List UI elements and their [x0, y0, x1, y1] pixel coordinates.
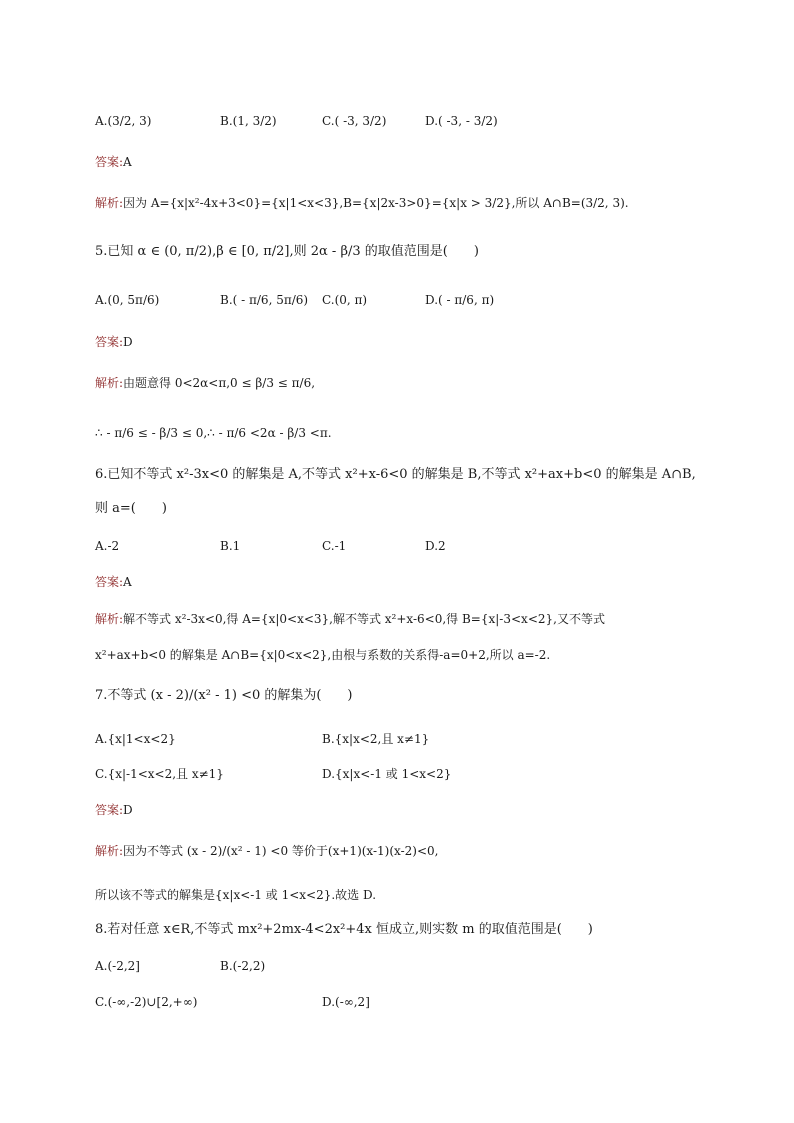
q6-explanation-line-1 — [95, 609, 605, 629]
q7-option-b: B.{x|x<2,且 x≠1} — [322, 732, 430, 746]
answer-label: 答案: — [95, 335, 124, 349]
explanation-text: 因为 A={x|x²-4x+3<0}={x|1<x<3},B={x|2x-3>0}={x|x > 3/2},所以 A∩B=(3/2, 3). — [123, 196, 629, 210]
q8-option-a: A.(-2,2] — [95, 959, 140, 973]
explanation-label: 解析: — [95, 376, 124, 390]
q7-stem: 7.不等式 (x - 2)/(x² - 1) <0 的解集为( ) — [95, 688, 353, 703]
q6-answer — [95, 572, 132, 592]
answer-label: 答案: — [95, 803, 124, 817]
q7-explanation-line-1 — [95, 841, 438, 861]
answer-value: A — [123, 155, 132, 169]
q5-option-d: D.( - π/6, π) — [425, 293, 495, 307]
q4-option-b: B.(1, 3/2) — [220, 114, 277, 128]
q6-option-c: C.-1 — [322, 539, 347, 553]
q4-explanation — [95, 193, 629, 213]
q7-answer — [95, 800, 133, 820]
explanation-text: 解不等式 x²-3x<0,得 A={x|0<x<3},解不等式 x²+x-6<0,得 B={x|-3<x<2},又不等式 — [123, 612, 605, 626]
q6-stem-line-2: 则 a=( ) — [95, 501, 167, 516]
q7-option-c: C.{x|-1<x<2,且 x≠1} — [95, 767, 224, 781]
q4-option-d: D.( -3, - 3/2) — [425, 114, 498, 128]
explanation-text: 由题意得 0<2α<π,0 ≤ β/3 ≤ π/6, — [123, 376, 316, 390]
explanation-text: 因为不等式 (x - 2)/(x² - 1) <0 等价于(x+1)(x-1)(x-2)<0, — [123, 844, 439, 858]
explanation-label: 解析: — [95, 844, 124, 858]
explanation-label: 解析: — [95, 612, 124, 626]
q5-option-a: A.(0, 5π/6) — [95, 293, 160, 307]
q8-stem: 8.若对任意 x∈R,不等式 mx²+2mx-4<2x²+4x 恒成立,则实数 m 的取值范围是( ) — [95, 922, 593, 937]
q7-explanation-line-2: 所以该不等式的解集是{x|x<-1 或 1<x<2}.故选 D. — [95, 888, 377, 902]
q5-stem: 5.已知 α ∈ (0, π/2),β ∈ [0, π/2],则 2α - β/3 的取值范围是( ) — [95, 244, 479, 259]
q4-answer — [95, 152, 132, 172]
answer-value: D — [123, 335, 133, 349]
q6-option-a: A.-2 — [95, 539, 120, 553]
answer-value: A — [123, 575, 132, 589]
q5-explanation-line-1 — [95, 373, 315, 393]
q4-option-c: C.( -3, 3/2) — [322, 114, 387, 128]
q8-option-c: C.(-∞,-2)∪[2,+∞) — [95, 995, 198, 1009]
answer-label: 答案: — [95, 575, 124, 589]
answer-label: 答案: — [95, 155, 124, 169]
explanation-label: 解析: — [95, 196, 124, 210]
q6-option-d: D.2 — [425, 539, 446, 553]
q5-option-c: C.(0, π) — [322, 293, 368, 307]
q6-stem-line-1: 6.已知不等式 x²-3x<0 的解集是 A,不等式 x²+x-6<0 的解集是 B,不等式 x²+ax+b<0 的解集是 A∩B, — [95, 467, 696, 482]
q8-option-b: B.(-2,2) — [220, 959, 266, 973]
q4-option-a: A.(3/2, 3) — [95, 114, 152, 128]
q5-answer — [95, 332, 133, 352]
q5-option-b: B.( - π/6, 5π/6) — [220, 293, 309, 307]
q8-option-d: D.(-∞,2] — [322, 995, 370, 1009]
answer-value: D — [123, 803, 133, 817]
q7-option-a: A.{x|1<x<2} — [95, 732, 176, 746]
q6-explanation-line-2: x²+ax+b<0 的解集是 A∩B={x|0<x<2},由根与系数的关系得-a=0+2,所以 a=-2. — [95, 648, 551, 662]
q6-option-b: B.1 — [220, 539, 241, 553]
q5-explanation-line-2: ∴ - π/6 ≤ - β/3 ≤ 0,∴ - π/6 <2α - β/3 <π. — [95, 426, 332, 440]
q7-option-d: D.{x|x<-1 或 1<x<2} — [322, 767, 452, 781]
